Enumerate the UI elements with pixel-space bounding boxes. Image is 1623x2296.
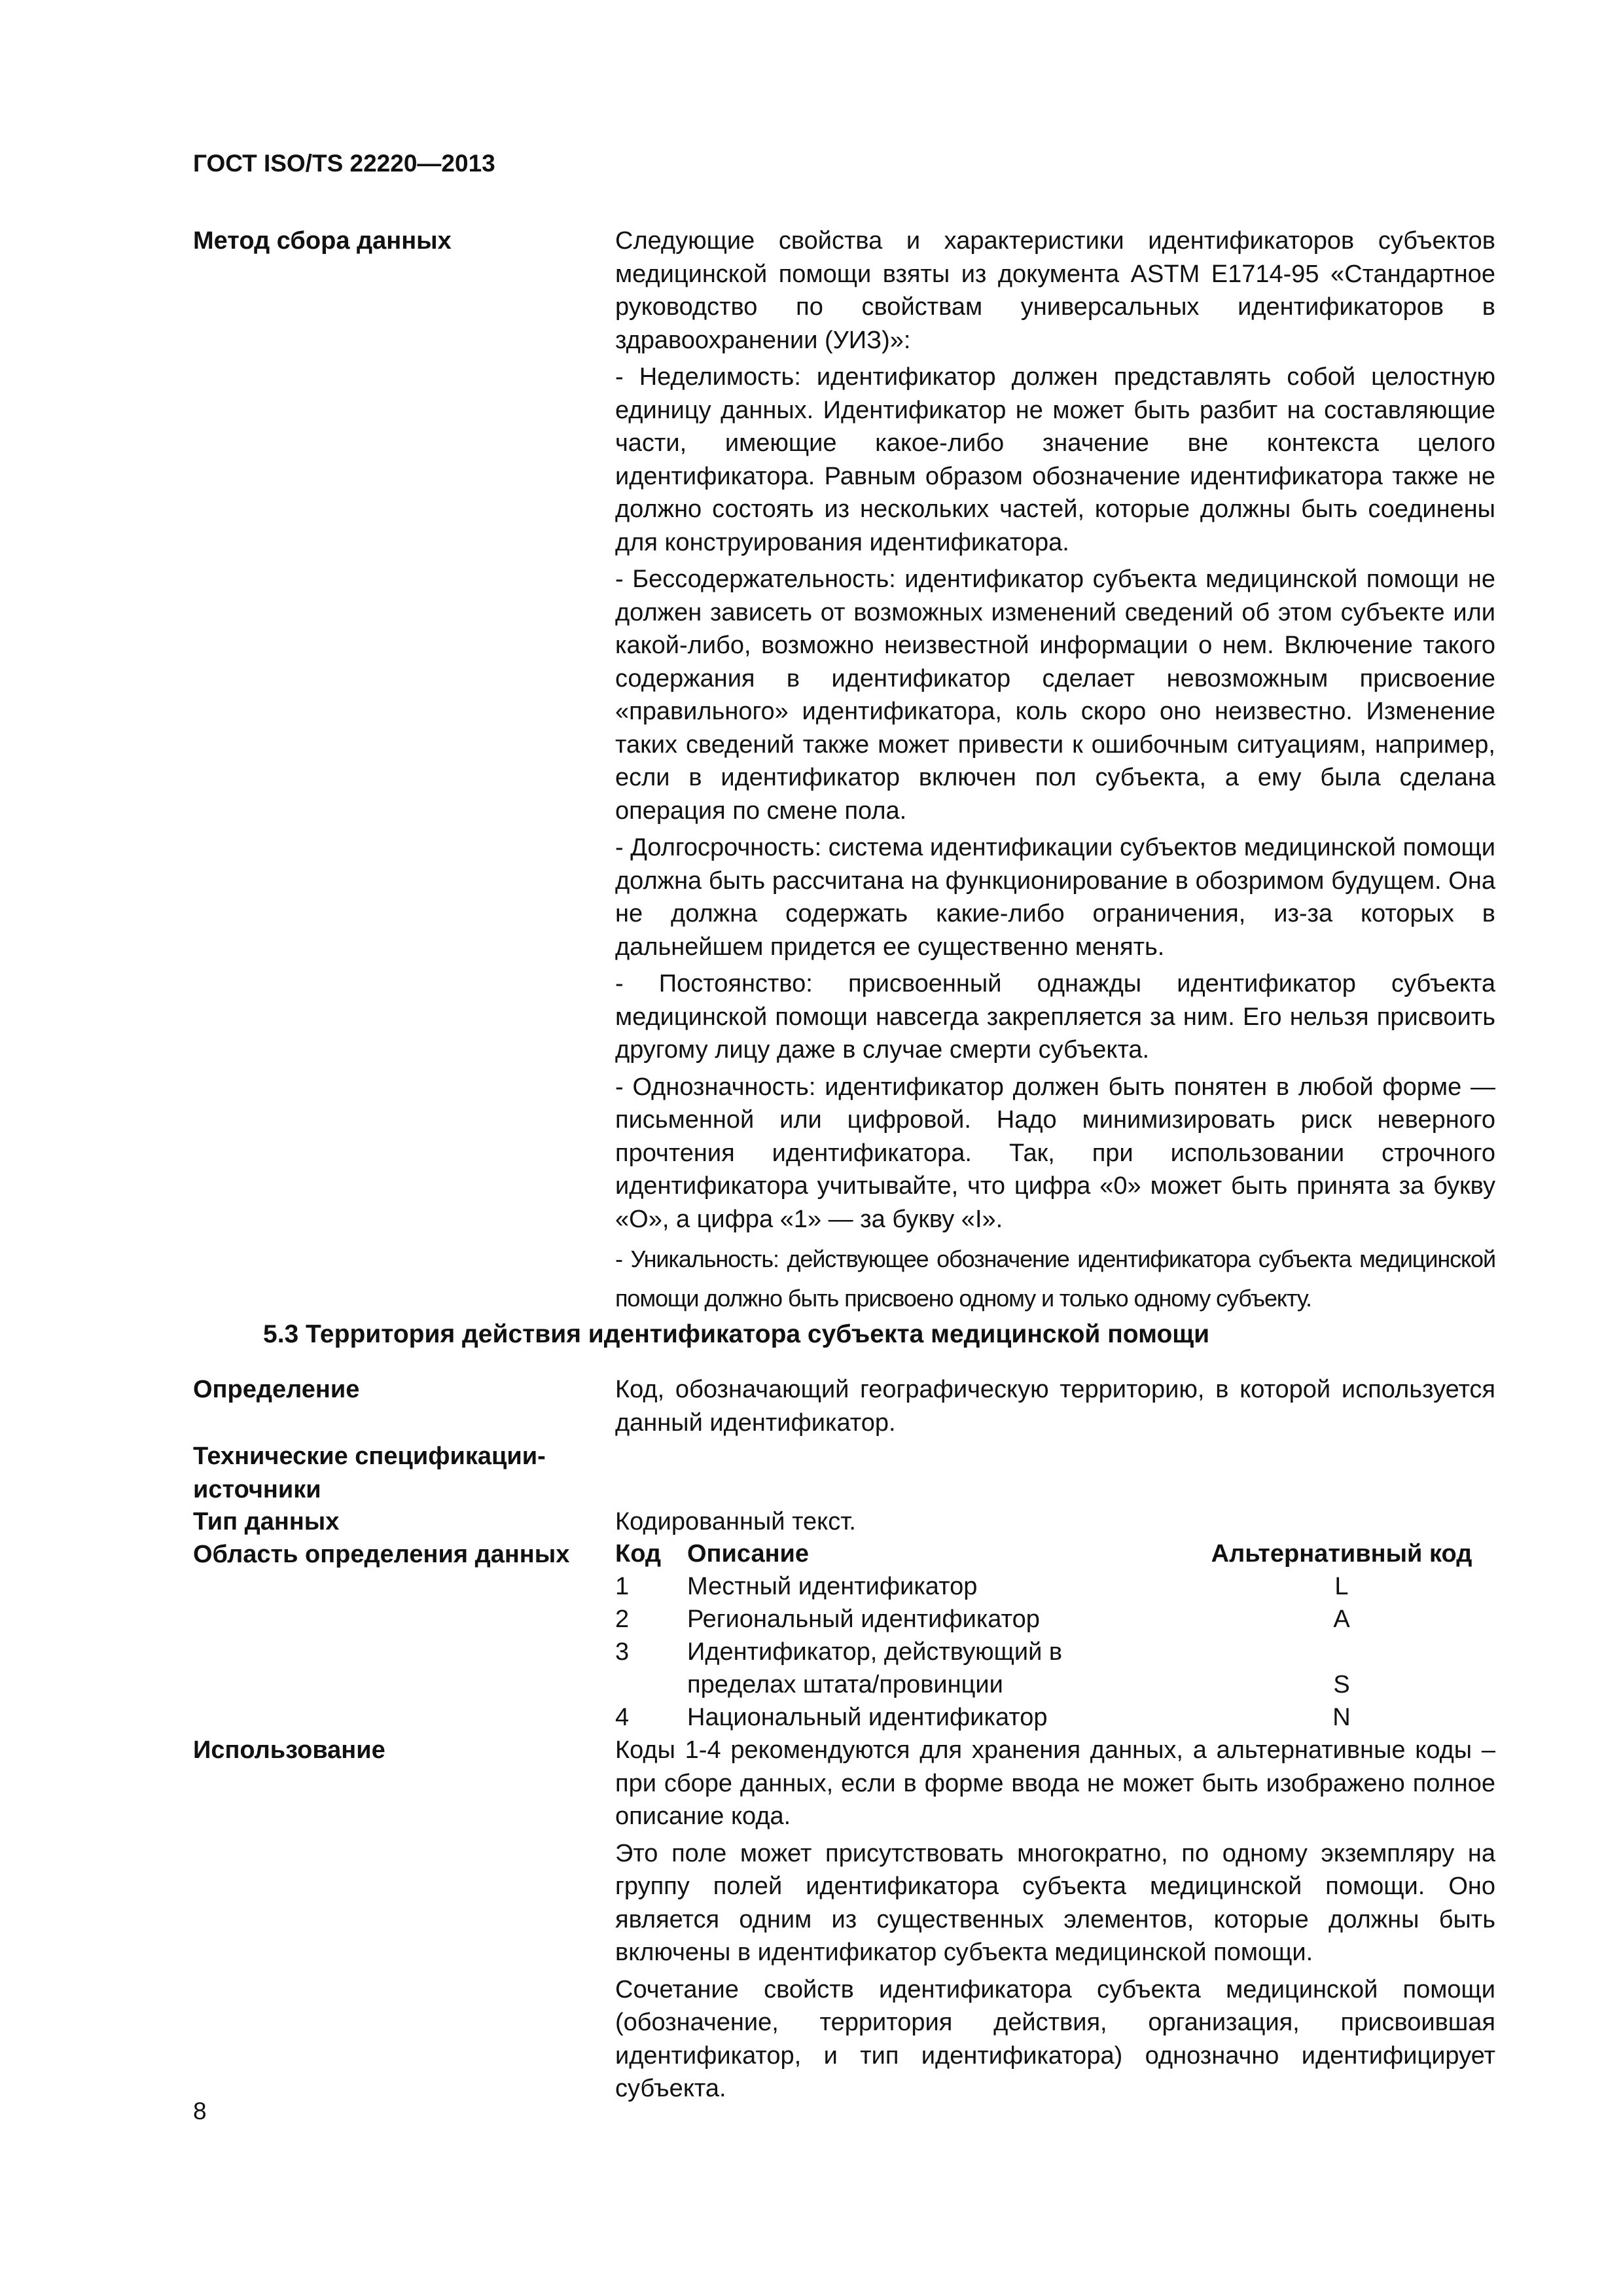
table-cell-description: Идентификатор, действующий в пределах штата/провинции — [687, 1638, 1063, 1698]
usage-paragraph: Сочетание свойств идентификатора субъекта медицинской помощи (обозначение, территория действия, организация, присвоившая идентификатор, и тип идентификатора) однозначно идентифицирует субъекта. — [615, 1975, 1495, 2102]
definition-text — [615, 1373, 1495, 1439]
table-cell-alt-code: A — [1333, 1605, 1350, 1633]
table-cell-code: 2 — [615, 1605, 630, 1633]
table-cell-alt-code: L — [1334, 1573, 1349, 1600]
data-type-value — [615, 1505, 1495, 1539]
table-cell-code: 1 — [615, 1573, 630, 1600]
tech-specs-label: Технические спецификации-источники — [193, 1443, 546, 1503]
table-cell-alt-code: N — [1332, 1704, 1351, 1731]
method-paragraph: - Однозначность: идентификатор должен быть понятен в любой форме — письменной или цифровой. Надо минимизировать риск неверного прочтения идентификатора. Так, при использовании строчного идентификатора учитывайте, что цифра «0» может быть принята за букву «О», а цифра «1» — за букву «I». — [615, 1073, 1495, 1233]
usage-label: Использование — [193, 1736, 385, 1764]
method-paragraph: - Уникальность: действующее обозначение идентификатора субъекта медицинской помощи должно быть присвоено одному и только одному субъекту. — [615, 1246, 1495, 1312]
data-type-text: Кодированный текст. — [615, 1508, 856, 1535]
usage-text — [615, 1734, 1495, 2109]
alt-code-column-header: Альтернативный код — [1211, 1540, 1472, 1568]
data-type-label: Тип данных — [193, 1508, 340, 1535]
method-label: Метод сбора данных — [193, 227, 452, 255]
page-number: 8 — [193, 2098, 207, 2125]
table-cell-description: Местный идентификатор — [687, 1573, 978, 1600]
method-paragraph: - Долгосрочность: система идентификации субъектов медицинской помощи должна быть рассчитана на функционирование в обозримом будущем. Она не должна содержать какие-либо ограничения, из-за которых в дальнейшем придется ее существенно менять. — [615, 834, 1495, 961]
definition-paragraph: Код, обозначающий географическую территорию, в которой используется данный идентификатор. — [615, 1376, 1495, 1437]
table-cell-code: 3 — [615, 1638, 630, 1666]
method-paragraph: - Бессодержательность: идентификатор субъекта медицинской помощи не должен зависеть от возможных изменений сведений об этом субъекте или какой-либо, возможно неизвестной информации о нем. Включение такого содержания в идентификатор сделает невозможным присвоение «правильного» идентификатора, коль скоро оно неизвестно. Изменение таких сведений также может привести к ошибочным ситуациям, например, если в идентификатор включен пол субъекта, а ему была сделана операция по смене пола. — [615, 565, 1495, 825]
table-cell-code: 4 — [615, 1704, 630, 1731]
usage-paragraph: Коды 1-4 рекомендуются для хранения данных, а альтернативные коды – при сборе данных, если в форме ввода не может быть изображено полное описание кода. — [615, 1736, 1495, 1830]
table-cell-description: Региональный идентификатор — [687, 1605, 1040, 1633]
description-column-header: Описание — [687, 1540, 810, 1568]
table-cell-description: Национальный идентификатор — [687, 1704, 1048, 1731]
section-heading: 5.3 Территория действия идентификатора субъекта медицинской помощи — [263, 1320, 1210, 1348]
code-column-header: Код — [615, 1540, 662, 1568]
table-cell-alt-code: S — [1333, 1671, 1350, 1698]
document-code-header: ГОСТ ISO/TS 22220—2013 — [193, 150, 495, 177]
usage-paragraph: Это поле может присутствовать многократно, по одному экземпляру на группу полей идентификатора субъекта медицинской помощи. Оно является одним из существенных элементов, которые должны быть включены в идентификатор субъекта медицинской помощи. — [615, 1839, 1495, 1966]
method-paragraph: Следующие свойства и характеристики идентификаторов субъектов медицинской помощи взяты из документа ASTM E1714-95 «Стандартное руководство по свойствам универсальных идентификаторов в здравоохранении (УИЗ)»: — [615, 227, 1495, 354]
domain-label: Область определения данных — [193, 1541, 570, 1568]
method-paragraph: - Неделимость: идентификатор должен представлять собой целостную единицу данных. Идентификатор не может быть разбит на составляющие части, имеющие какое-либо значение вне контекста целого идентификатора. Равным образом обозначение идентификатора также не должно состоять из нескольких частей, которые должны быть соединены для конструирования идентификатора. — [615, 363, 1495, 556]
definition-label: Определение — [193, 1376, 360, 1403]
method-paragraph: - Постоянство: присвоенный однажды идентификатор субъекта медицинской помощи навсегда закрепляется за ним. Его нельзя присвоить другому лицу даже в случае смерти субъекта. — [615, 970, 1495, 1064]
method-text — [615, 224, 1495, 1322]
